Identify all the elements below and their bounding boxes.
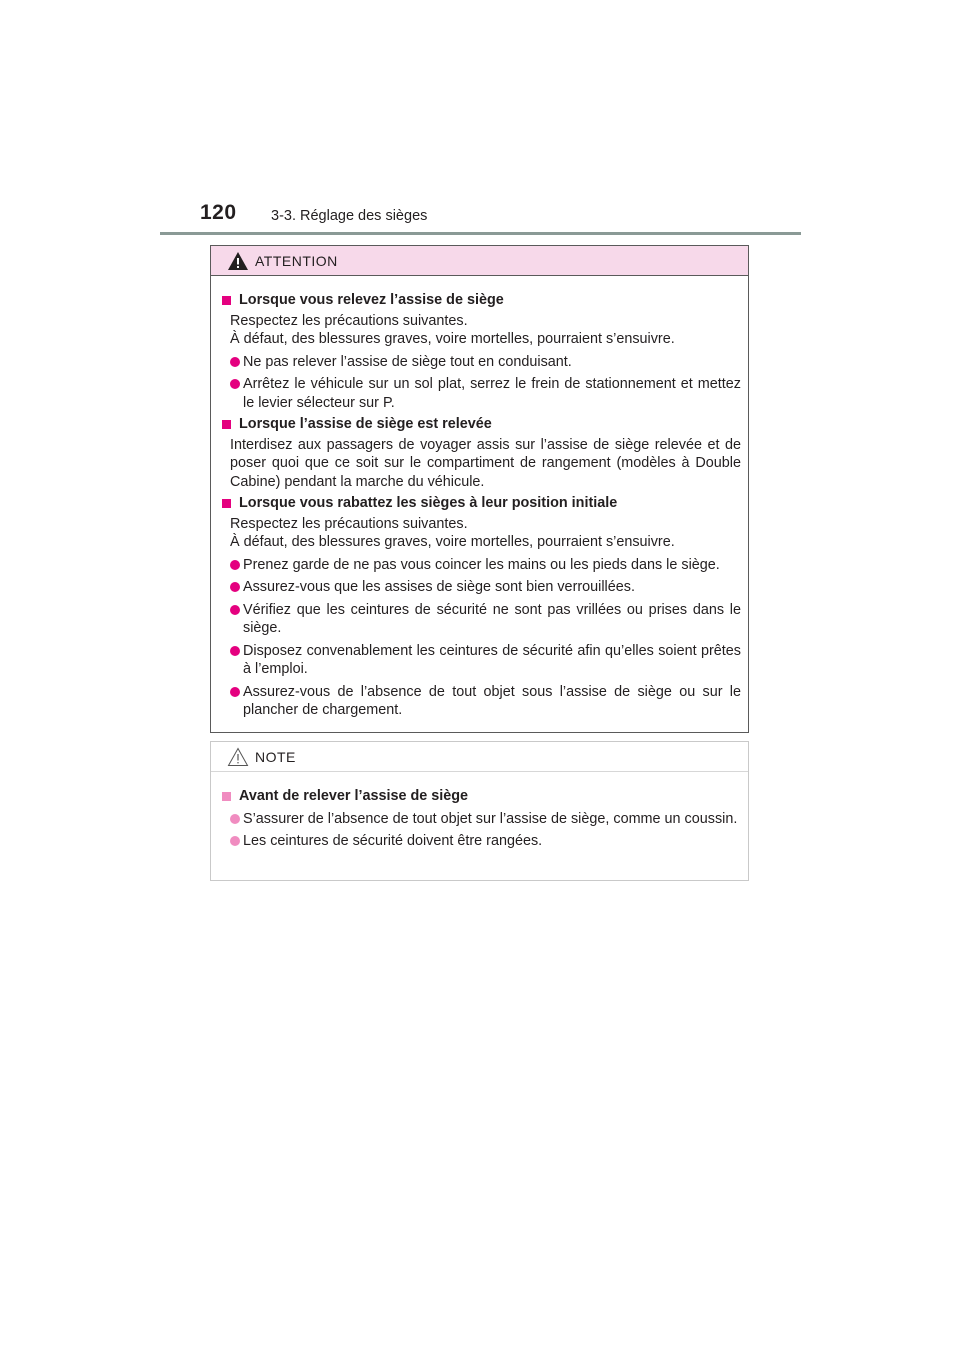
round-bullet-icon (230, 646, 240, 656)
paragraph (222, 436, 741, 492)
list-item (222, 683, 741, 720)
list-item-text: Vérifiez que les ceintures de sécurité ne sont pas vrillées ou prises dans le siège. (243, 601, 741, 636)
list-item-text: Les ceintures de sécurité doivent être rangées. (243, 833, 543, 849)
section-heading (222, 787, 741, 806)
list-item-text: Arrêtez le véhicule sur un sol plat, serrez le frein de stationnement et mettez le levier sélecteur sur P. (243, 376, 741, 411)
section-heading (222, 291, 741, 310)
attention-header (211, 246, 748, 276)
round-bullet-icon (230, 582, 240, 592)
list-item (222, 601, 741, 638)
note-content (211, 772, 748, 851)
square-bullet-icon (222, 792, 231, 801)
list-item (222, 810, 741, 829)
list-item-text: Assurez-vous que les assises de siège sont bien verrouillées. (243, 579, 635, 595)
list-item-text: Disposez convenablement les ceintures de sécurité afin qu’elles soient prêtes à l’emploi. (243, 642, 741, 677)
square-bullet-icon (222, 296, 231, 305)
section-heading (222, 494, 741, 513)
paragraph-line: Respectez les précautions suivantes. (230, 312, 468, 329)
list-item (222, 353, 741, 372)
round-bullet-icon (230, 357, 240, 367)
list-item (222, 578, 741, 597)
paragraph (222, 515, 741, 552)
paragraph (222, 312, 741, 349)
list-item-text: S’assurer de l’absence de tout objet sur l’assise de siège, comme un coussin. (243, 810, 738, 827)
heading-text: Lorsque vous relevez l’assise de siège (239, 292, 504, 308)
round-bullet-icon (230, 605, 240, 615)
round-bullet-icon (230, 814, 240, 824)
attention-title: ATTENTION (255, 252, 338, 269)
section-title: 3-3. Réglage des sièges (271, 208, 428, 224)
header-rule (160, 232, 801, 235)
round-bullet-icon (230, 560, 240, 570)
list-item (222, 375, 741, 412)
list-item (222, 832, 741, 851)
warning-triangle-filled-icon (227, 251, 249, 271)
attention-box (210, 245, 749, 733)
paragraph-line: Interdisez aux passagers de voyager assis sur l’assise de siège relevée et de poser quoi que ce soit sur le compartiment de rangement (modèles à Double Cabine) pendant la marche du véhicule. (230, 436, 741, 490)
round-bullet-icon (230, 836, 240, 846)
round-bullet-icon (230, 687, 240, 697)
paragraph-line: Respectez les précautions suivantes. (230, 515, 468, 532)
heading-text: Lorsque vous rabattez les sièges à leur position initiale (239, 495, 618, 511)
note-title: NOTE (255, 748, 296, 765)
list-item (222, 556, 741, 575)
page-number: 120 (200, 201, 237, 224)
list-item-text: Ne pas relever l’assise de siège tout en conduisant. (243, 353, 572, 370)
note-box (210, 741, 749, 881)
heading-text: Avant de relever l’assise de siège (239, 788, 469, 804)
list-item-text: Assurez-vous de l’absence de tout objet sous l’assise de siège ou sur le plancher de chargement. (243, 683, 741, 718)
note-header (211, 742, 748, 772)
square-bullet-icon (222, 420, 231, 429)
paragraph-line: À défaut, des blessures graves, voire mortelles, pourraient s’ensuivre. (230, 534, 675, 550)
paragraph-line: À défaut, des blessures graves, voire mortelles, pourraient s’ensuivre. (230, 331, 675, 347)
section-heading (222, 415, 741, 434)
warning-triangle-outline-icon (227, 747, 249, 767)
square-bullet-icon (222, 499, 231, 508)
round-bullet-icon (230, 379, 240, 389)
heading-text: Lorsque l’assise de siège est relevée (239, 416, 492, 432)
page-header (0, 0, 960, 240)
list-item-text: Prenez garde de ne pas vous coincer les mains ou les pieds dans le siège. (243, 556, 720, 573)
attention-content (211, 276, 748, 720)
list-item (222, 642, 741, 679)
